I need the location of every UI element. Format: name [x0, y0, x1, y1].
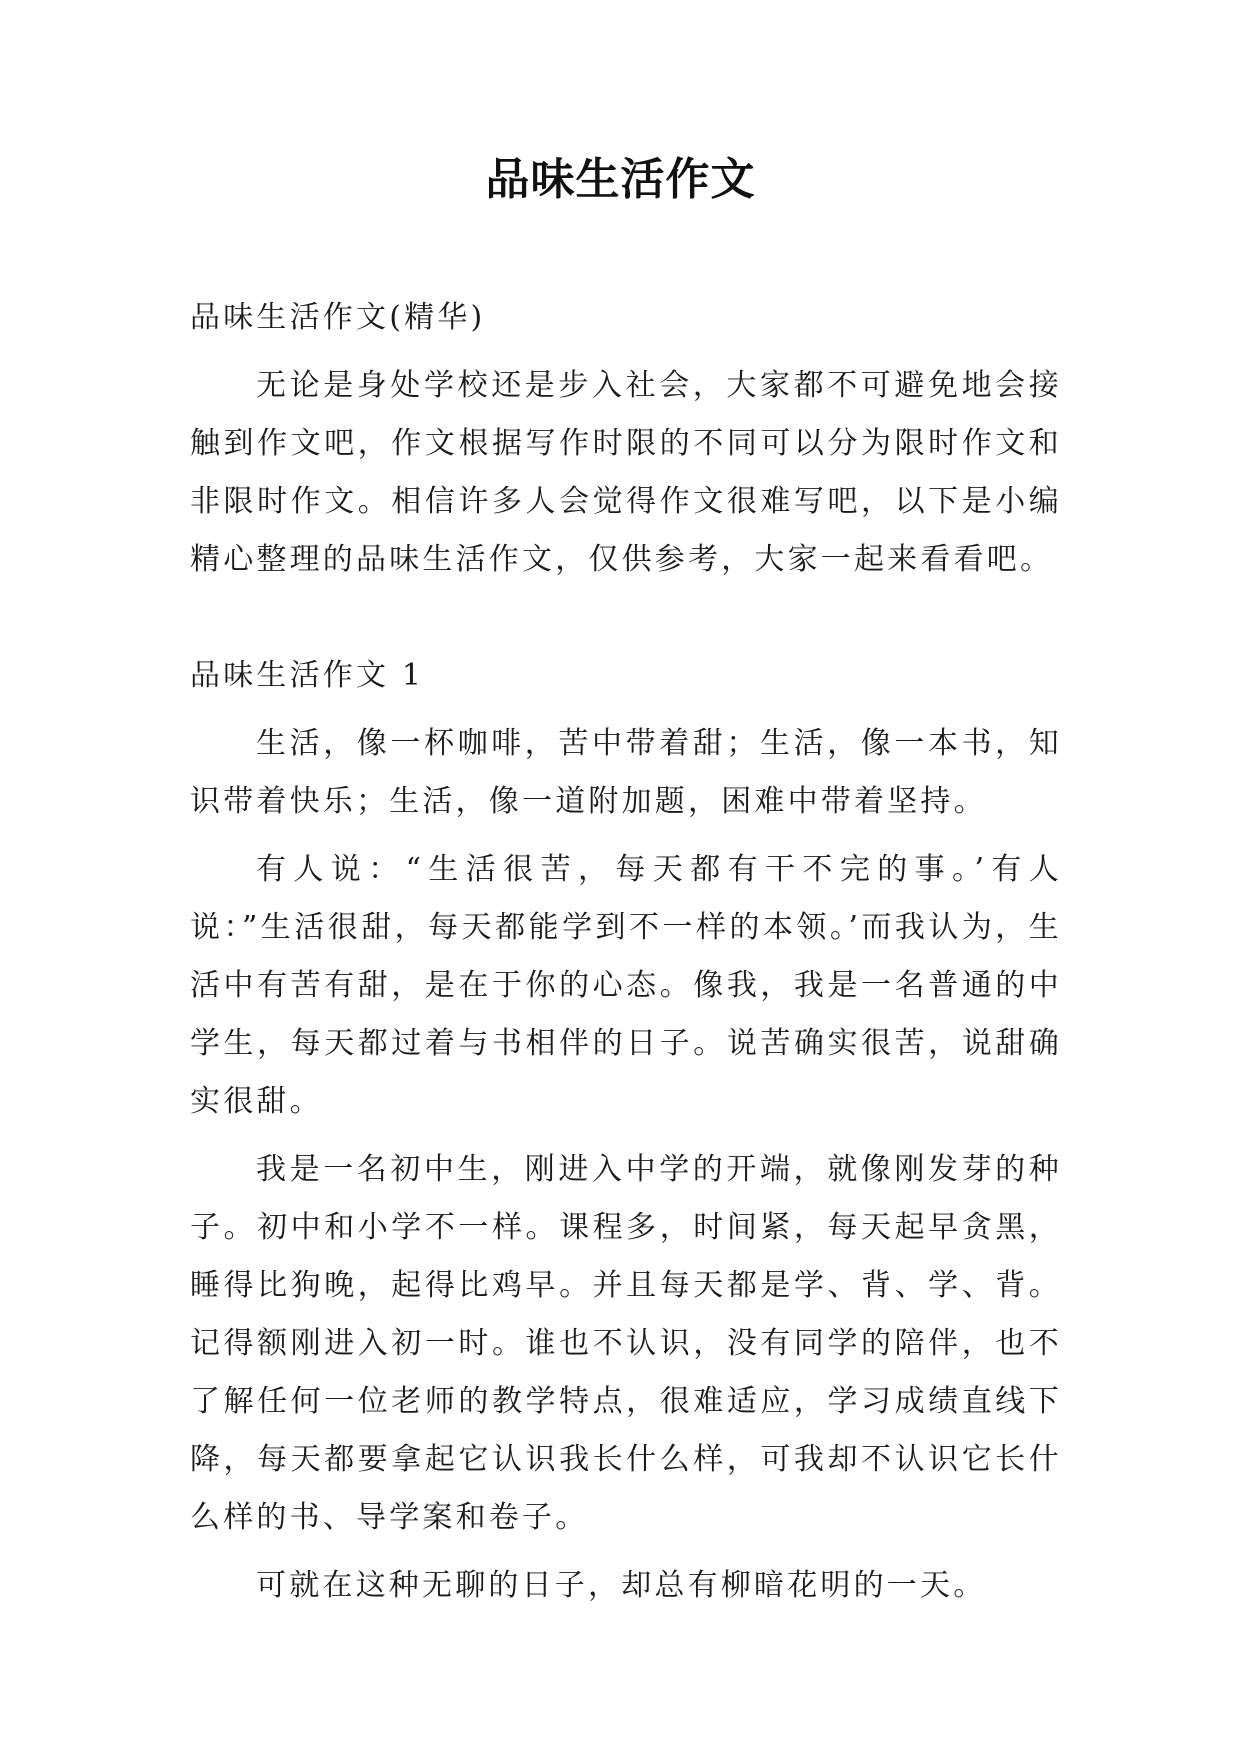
essay-paragraph: 有人说：“生活很苦，每天都有干不完的事。’有人说：”生活很甜，每天都能学到不一样的本领。’而我认为，生活中有苦有甜，是在于你的心态。像我，我是一名普通的中学生，每天都过着与书相伴的日子。说苦确实很苦，说甜确实很甜。: [190, 852, 1062, 1119]
essay-paragraph: 我是一名初中生，刚进入中学的开端，就像刚发芽的种子。初中和小学不一样。课程多，时间紧，每天起早贪黑，睡得比狗晚，起得比鸡早。并且每天都是学、背、学、背。记得额刚进入初一时。谁也不认识，没有同学的陪伴，也不了解任何一位老师的教学特点，很难适应，学习成绩直线下降，每天都要拿起它认识我长什么样，可我却不认识它长什么样的书、导学案和卷子。: [190, 1152, 1062, 1535]
spacer: [190, 831, 1062, 841]
essay-heading: 品味生活作文 1: [190, 658, 425, 693]
section-spacer: [190, 589, 1062, 647]
spacer: [190, 1131, 1062, 1141]
document-body: [190, 289, 1062, 1615]
spacer: [190, 1547, 1062, 1557]
spacer: [190, 347, 1062, 357]
essay-paragraph: 生活，像一杯咖啡，苦中带着甜；生活，像一本书，知识带着快乐；生活，像一道附加题，困难中带着坚持。: [190, 726, 1062, 819]
essay-paragraph: 可就在这种无聊的日子，却总有柳暗花明的一天。: [256, 1568, 987, 1603]
spacer: [190, 705, 1062, 715]
intro-heading: 品味生活作文(精华): [190, 300, 486, 335]
document-title: 品味生活作文: [485, 154, 756, 205]
intro-paragraph: 无论是身处学校还是步入社会，大家都不可避免地会接触到作文吧，作文根据写作时限的不同可以分为限时作文和非限时作文。相信许多人会觉得作文很难写吧，以下是小编精心整理的品味生活作文，仅供参考，大家一起来看看吧。: [190, 368, 1062, 577]
